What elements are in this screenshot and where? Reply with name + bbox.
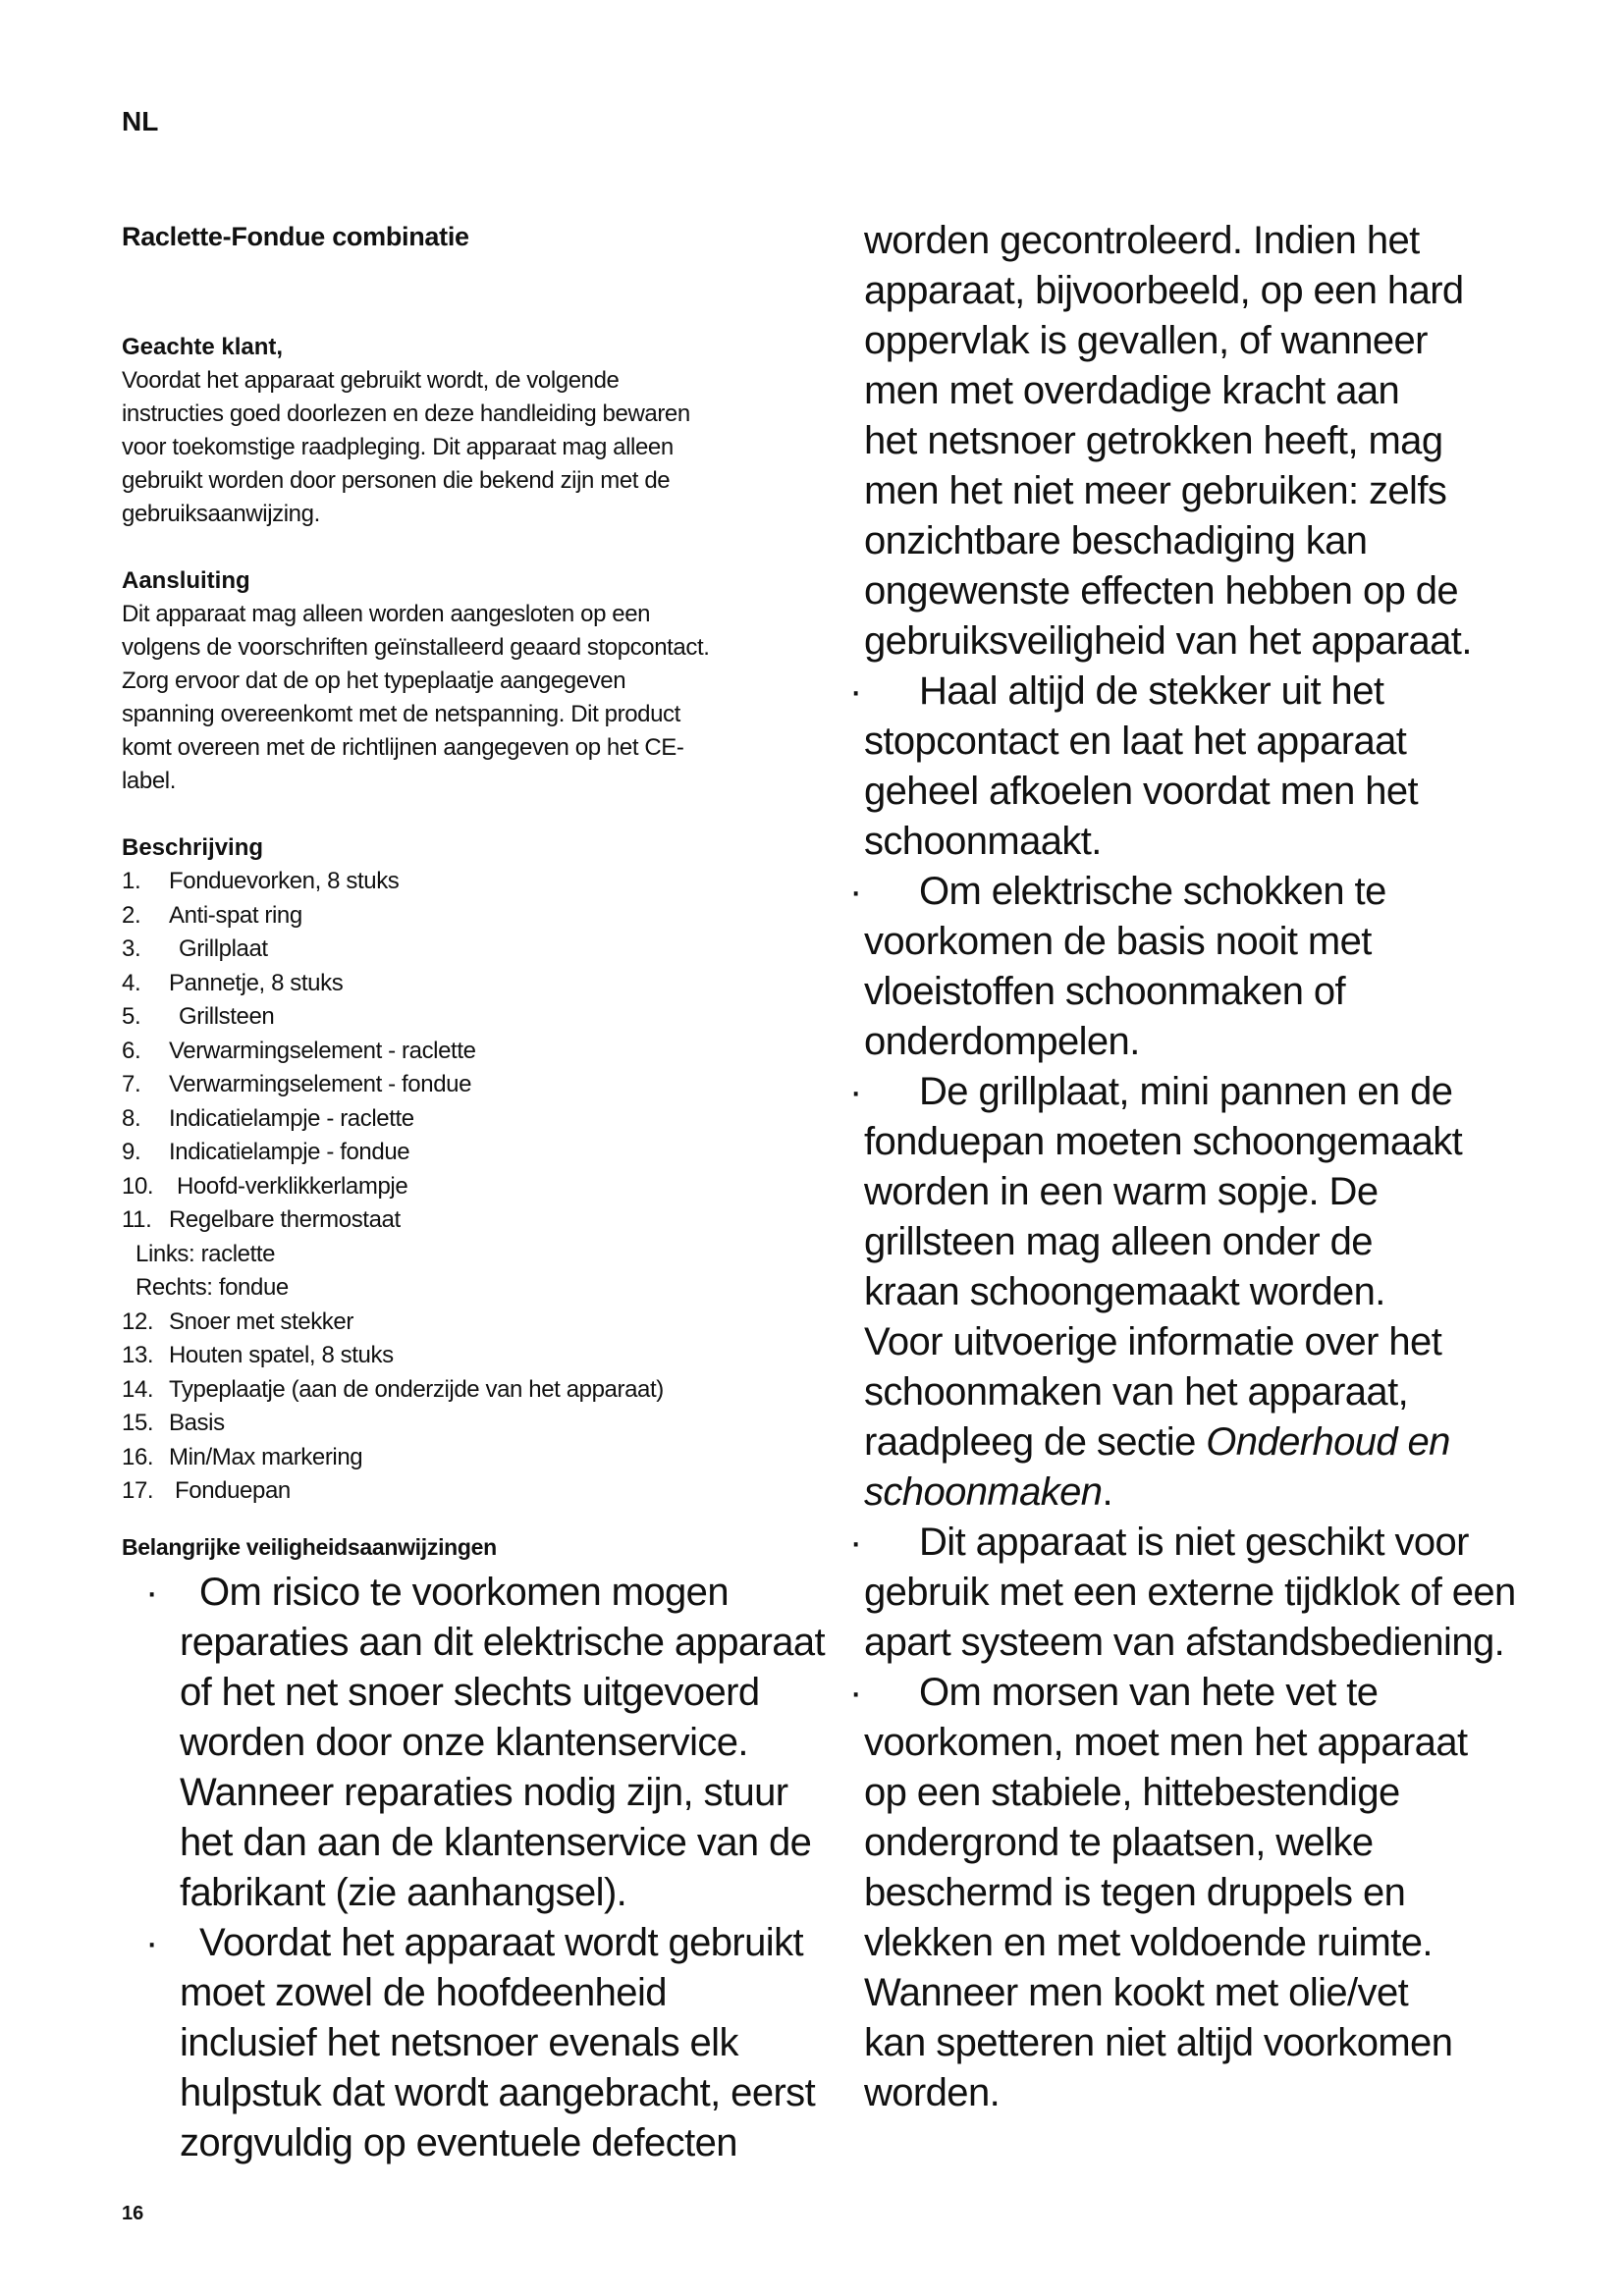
text-line: voor toekomstige raadpleging. Dit apparaat mag alleen <box>122 434 674 460</box>
list-item <box>122 1373 829 1408</box>
text-line: stopcontact en laat het apparaat <box>864 720 1407 763</box>
list-item <box>122 1035 829 1069</box>
list-item <box>122 1170 829 1204</box>
safety-bullets-left <box>122 1568 829 2168</box>
text-line: kan spetteren niet altijd voorkomen <box>864 2021 1453 2064</box>
text-line: apparaat, bijvoorbeeld, op een hard <box>864 269 1464 312</box>
text-line: schoonmaken van het apparaat, <box>864 1370 1409 1414</box>
text-line: worden gecontroleerd. Indien het <box>864 219 1420 262</box>
text-line: of het net snoer slechts uitgevoerd <box>180 1670 760 1714</box>
text-line: men het niet meer gebruiken: zelfs <box>864 469 1447 512</box>
text-line: vlekken en met voldoende ruimte. <box>864 1921 1433 1964</box>
item-number: 1. <box>122 868 141 894</box>
item-number: 5. <box>122 1003 141 1030</box>
text-line: Wanneer men kookt met olie/vet <box>864 1971 1409 2014</box>
text-line: het dan aan de klantenservice van de <box>180 1820 812 1864</box>
text-line: fabrikant (zie aanhangsel). <box>180 1870 627 1914</box>
bullet-icon: · <box>849 669 862 713</box>
item-text: Basis <box>169 1410 225 1436</box>
list-item <box>122 1068 829 1102</box>
item-text: Indicatielampje - fondue <box>169 1139 410 1165</box>
text-span: raadpleeg de sectie <box>864 1420 1207 1464</box>
item-number: 2. <box>122 901 141 929</box>
text-line: komt overeen met de richtlijnen aangegeven op het CE- <box>122 734 684 761</box>
text-line: Voor uitvoerige informatie over het <box>864 1320 1442 1363</box>
text-line: instructies goed doorlezen en deze handleiding bewaren <box>122 400 690 427</box>
bullet-icon: · <box>145 1570 158 1614</box>
text-line: apart systeem van afstandsbediening. <box>864 1621 1505 1664</box>
text-line: spanning overeenkomt met de netspanning. Dit product <box>122 701 680 727</box>
item-number: 7. <box>122 1071 141 1097</box>
text-line: Voordat het apparaat wordt gebruikt <box>199 1920 803 1964</box>
safety-heading: Belangrijke veiligheidsaanwijzingen <box>122 1533 497 1560</box>
text-line: onderdompelen. <box>864 1020 1140 1063</box>
text-line: De grillplaat, mini pannen en de <box>919 1070 1453 1113</box>
right-column <box>849 216 1551 2118</box>
item-text: Pannetje, 8 stuks <box>169 969 344 996</box>
item-text: Hoofd-verklikkerlampje <box>177 1172 408 1200</box>
text-line: moet zowel de hoofdeenheid <box>180 1970 667 2014</box>
text-line: geheel afkoelen voordat men het <box>864 770 1419 813</box>
text-line: men met overdadige kracht aan <box>864 369 1400 412</box>
text-line: worden. <box>864 2071 1001 2114</box>
item-number: 4. <box>122 969 141 996</box>
text-line: schoonmaakt. <box>864 820 1102 863</box>
text-line: gebruiksveiligheid van het apparaat. <box>864 619 1472 663</box>
item-text: Grillsteen <box>179 1003 275 1030</box>
text-line: Dit apparaat mag alleen worden aangesloten op een <box>122 601 651 627</box>
text-line: Voordat het apparaat gebruikt wordt, de volgende <box>122 367 620 394</box>
text-line: inclusief het netsnoer evenals elk <box>180 2020 738 2064</box>
list-item <box>122 1102 829 1137</box>
text-line: op een stabiele, hittebestendige <box>864 1771 1400 1814</box>
section-reference: schoonmaken <box>864 1470 1103 1514</box>
text-line: beschermd is tegen druppels en <box>864 1871 1406 1914</box>
item-number: 8. <box>122 1104 141 1132</box>
text-line: Haal altijd de stekker uit het <box>919 669 1384 713</box>
list-item <box>122 1136 829 1170</box>
greeting-heading: Geachte klant, <box>122 334 284 360</box>
text-line: kraan schoongemaakt worden. <box>864 1270 1385 1313</box>
list-item <box>122 899 829 934</box>
text-line: worden in een warm sopje. De <box>864 1170 1379 1213</box>
list-item <box>122 967 829 1001</box>
text-line: fonduepan moeten schoongemaakt <box>864 1120 1463 1163</box>
text-line: Wanneer reparaties nodig zijn, stuur <box>180 1770 788 1814</box>
item-number: 13. <box>122 1342 154 1368</box>
item-number: 10. <box>122 1172 154 1200</box>
section-reference: Onderhoud en <box>1206 1420 1450 1464</box>
bullet-item <box>849 1518 1551 1668</box>
item-number: 14. <box>122 1375 154 1403</box>
text-span: . <box>1102 1470 1112 1514</box>
greeting-paragraph <box>122 364 829 531</box>
text-line: worden door onze klantenservice. <box>180 1720 748 1764</box>
bullet-item <box>145 1568 829 1918</box>
bullet-icon: · <box>849 1521 862 1564</box>
list-item <box>122 1474 829 1509</box>
item-text: Grillplaat <box>179 935 268 962</box>
description-heading: Beschrijving <box>122 834 264 861</box>
text-line: label. <box>122 768 176 794</box>
list-item <box>122 1306 829 1340</box>
list-item <box>122 1271 829 1306</box>
item-text: Indicatielampje - raclette <box>169 1104 414 1132</box>
item-number: 9. <box>122 1139 141 1165</box>
bullet-item <box>849 1668 1551 2118</box>
bullet-icon: · <box>849 1671 862 1714</box>
list-item <box>122 1000 829 1035</box>
text-line: reparaties aan dit elektrische apparaat <box>180 1620 826 1664</box>
item-number: 12. <box>122 1308 154 1335</box>
item-text: Verwarmingselement - raclette <box>169 1037 476 1064</box>
list-item <box>122 1441 829 1475</box>
item-text: Links: raclette <box>135 1240 276 1267</box>
list-item <box>122 933 829 967</box>
connection-heading: Aansluiting <box>122 567 250 594</box>
text-line: vloeistoffen schoonmaken of <box>864 970 1346 1013</box>
text-line: Zorg ervoor dat de op het typeplaatje aangegeven <box>122 667 626 694</box>
bullet-item <box>145 1918 829 2168</box>
text-line: volgens de voorschriften geïnstalleerd geaard stopcontact. <box>122 634 710 661</box>
continued-paragraph <box>864 216 1551 667</box>
text-line <box>864 1417 1551 1468</box>
item-text: Fonduepan <box>175 1477 291 1504</box>
list-item <box>122 1339 829 1373</box>
item-number: 16. <box>122 1443 154 1470</box>
text-line: onzichtbare beschadiging kan <box>864 519 1368 562</box>
bullet-icon: · <box>145 1920 158 1964</box>
list-item <box>122 1203 829 1238</box>
item-text: Typeplaatje (aan de onderzijde van het apparaat) <box>169 1375 664 1403</box>
item-text: Snoer met stekker <box>169 1308 353 1335</box>
bullet-item <box>849 1067 1551 1518</box>
text-line: ongewenste effecten hebben op de <box>864 569 1459 613</box>
text-line: Om morsen van hete vet te <box>919 1671 1379 1714</box>
item-text: Fonduevorken, 8 stuks <box>169 868 400 894</box>
list-item <box>122 865 829 899</box>
text-line: voorkomen, moet men het apparaat <box>864 1721 1468 1764</box>
item-text: Min/Max markering <box>169 1443 363 1470</box>
text-line: Dit apparaat is niet geschikt voor <box>919 1521 1469 1564</box>
bullet-icon: · <box>849 1070 862 1113</box>
text-line: oppervlak is gevallen, of wanneer <box>864 319 1428 362</box>
item-number: 17. <box>122 1477 154 1504</box>
text-line: zorgvuldig op eventuele defecten <box>180 2120 737 2164</box>
page-number: 16 <box>122 2203 144 2224</box>
item-text: Anti-spat ring <box>169 901 302 929</box>
text-line: gebruikt worden door personen die bekend zijn met de <box>122 467 671 494</box>
text-line: hulpstuk dat wordt aangebracht, eerst <box>180 2070 816 2114</box>
left-column <box>122 222 829 2168</box>
item-number: 11. <box>122 1206 152 1233</box>
language-code: NL <box>122 106 159 136</box>
connection-paragraph <box>122 598 829 798</box>
item-text: Rechts: fondue <box>135 1274 289 1301</box>
item-number: 3. <box>122 935 141 962</box>
item-text: Verwarmingselement - fondue <box>169 1071 472 1097</box>
text-line: het netsnoer getrokken heeft, mag <box>864 419 1443 462</box>
text-line: voorkomen de basis nooit met <box>864 920 1372 963</box>
item-number: 6. <box>122 1037 141 1064</box>
bullet-icon: · <box>849 870 862 913</box>
text-line: Om elektrische schokken te <box>919 870 1386 913</box>
text-line: gebruik met een externe tijdklok of een <box>864 1571 1516 1614</box>
parts-list <box>122 865 829 1509</box>
text-line: Om risico te voorkomen mogen <box>199 1570 729 1614</box>
text-line: grillsteen mag alleen onder de <box>864 1220 1373 1263</box>
bullet-item <box>849 667 1551 867</box>
document-title: Raclette-Fondue combinatie <box>122 222 469 251</box>
text-line: gebruiksaanwijzing. <box>122 501 320 527</box>
list-item <box>122 1238 829 1272</box>
list-item <box>122 1407 829 1441</box>
text-line: ondergrond te plaatsen, welke <box>864 1821 1374 1864</box>
item-text: Regelbare thermostaat <box>169 1206 401 1233</box>
item-text: Houten spatel, 8 stuks <box>169 1342 394 1368</box>
bullet-item <box>849 867 1551 1067</box>
item-number: 15. <box>122 1410 154 1436</box>
text-line <box>864 1468 1551 1518</box>
